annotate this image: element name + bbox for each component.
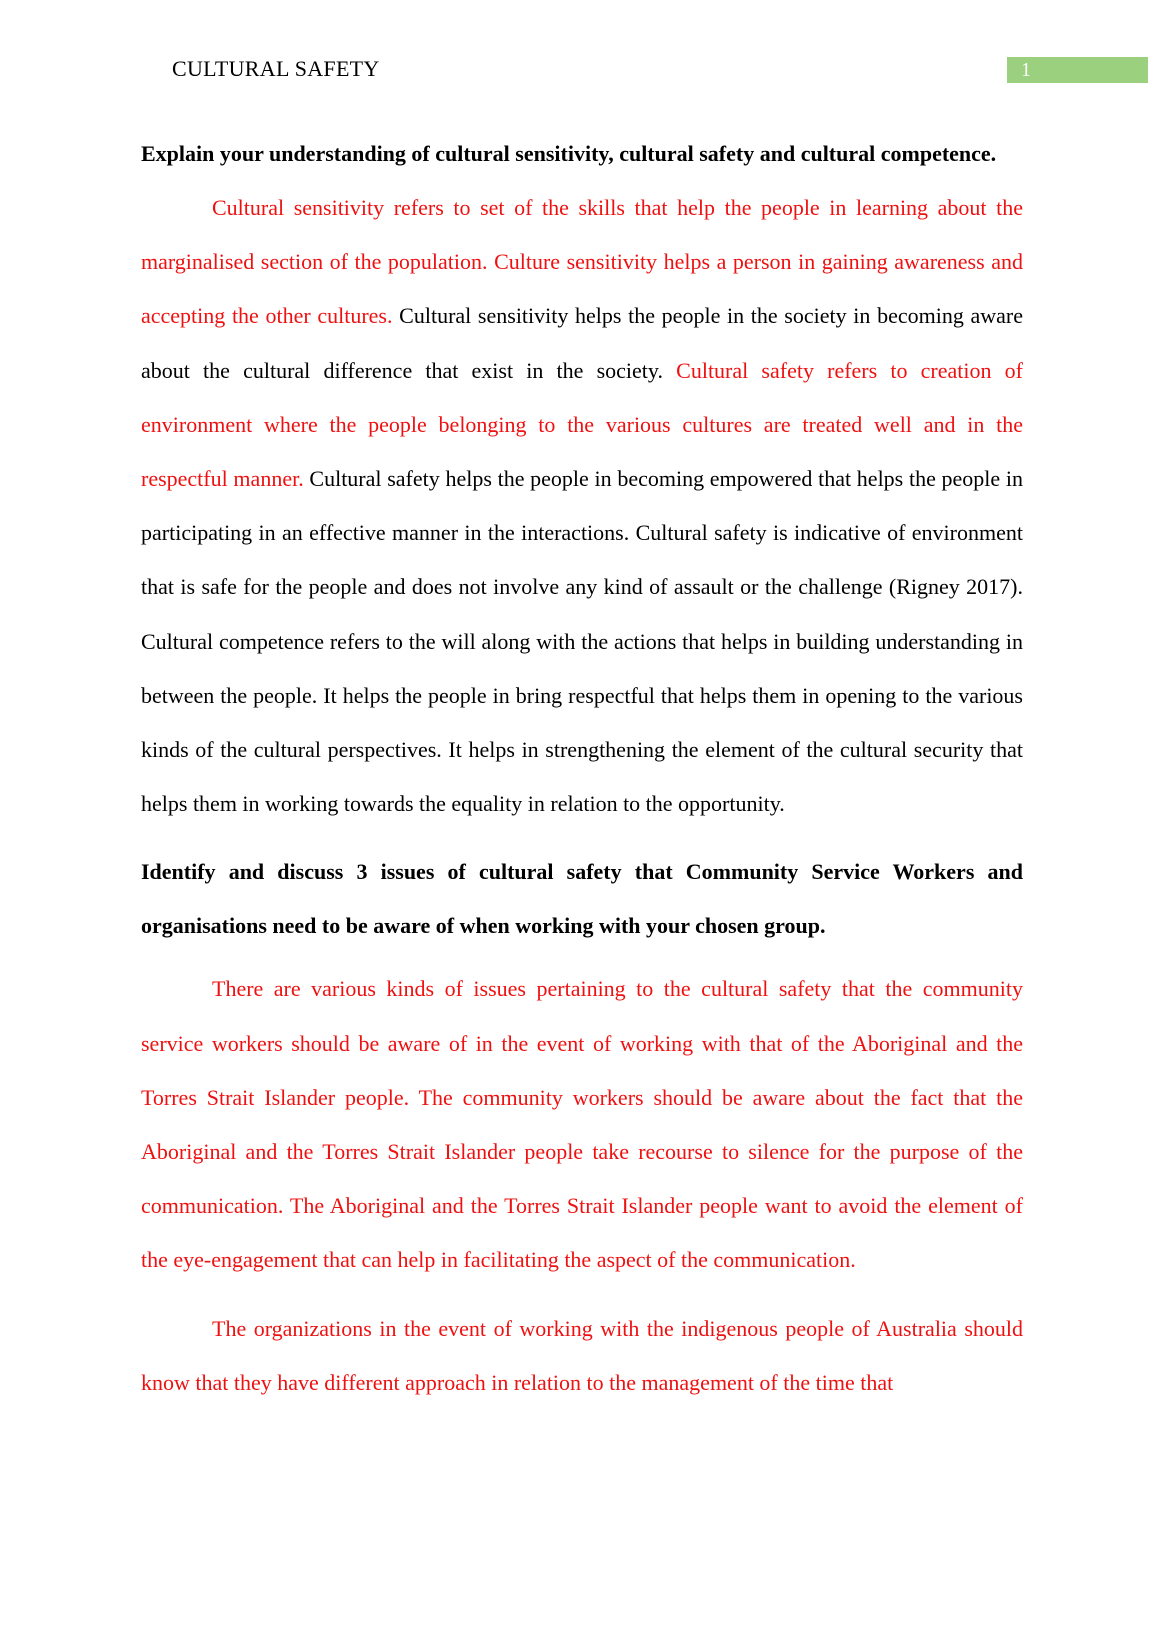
section-2-paragraph-1: There are various kinds of issues pertaining to the cultural safety that the community service workers should be aware of in the event of working with that of the Aboriginal and the Torres Strait Islander people. The community workers should be aware about the fact that the Aboriginal and the Torres Strait Islander people take recourse to silence for the purpose of the communication. The Aboriginal and the Torres Strait Islander people want to avoid the element of the eye-engagement that can help in facilitating the aspect of the communication.	[141, 976, 1023, 1273]
page-number: 1	[1007, 57, 1148, 83]
highlighted-text: Cultural safety refers to creation of environment where the people belonging to the various cultures are treated well and in the respectful manner.	[141, 357, 1023, 492]
section-2-heading: Identify and discuss 3 issues of cultural safety that Community Service Workers and organisations need to be aware of when working with your chosen group.	[141, 859, 1023, 938]
body-text: Cultural sensitivity helps the people in the society in becoming aware about the cultural difference that exist in the society.	[141, 303, 1023, 383]
highlighted-text: Cultural sensitivity refers to set of the skills that help the people in learning about the marginalised section of the population. Culture sensitivity helps a person in gaining awareness and accepting the other cultures.	[141, 195, 1023, 329]
document-body	[141, 138, 1023, 1424]
body-text: Cultural safety helps the people in becoming empowered that helps the people in participating in an effective manner in the interactions. Cultural safety is indicative of environment that is safe for the people and does not involve any kind of assault or the challenge (Rigney 2017). Cultural competence refers to the will along with the actions that helps in building understanding in between the people. It helps the people in bring respectful that helps them in opening to the various kinds of the cultural perspectives. It helps in strengthening the element of the cultural security that helps them in working towards the equality in relation to the opportunity.	[141, 466, 1023, 817]
section-2-paragraph-2: The organizations in the event of working with the indigenous people of Australia should know that they have different approach in relation to the management of the time that	[141, 1315, 1023, 1395]
section-1-heading: Explain your understanding of cultural sensitivity, cultural safety and cultural competence.	[141, 141, 997, 166]
running-head: CULTURAL SAFETY	[172, 56, 380, 81]
section-1-paragraph	[141, 181, 1023, 831]
